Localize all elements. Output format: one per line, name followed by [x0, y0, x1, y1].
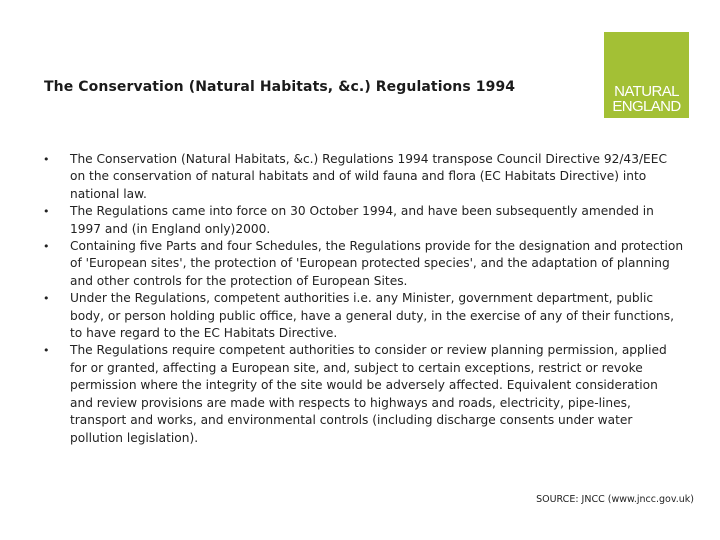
bullet-text: The Conservation (Natural Habitats, &c.) Regulations 1994 transpose Council Directive 92/43/EEC on the conservation of natural habitats and of wild fauna and flora (EC Habitats Directive) into national law.	[70, 152, 667, 201]
bullet-list	[44, 151, 684, 447]
page-title: The Conservation (Natural Habitats, &c.) Regulations 1994	[44, 79, 516, 95]
bullet-item	[44, 203, 684, 238]
bullet-dot: •	[43, 292, 50, 306]
bullet-dot: •	[43, 205, 50, 219]
bullet-item	[44, 342, 684, 446]
bullet-text: The Regulations came into force on 30 October 1994, and have been subsequently amended in 1997 and (in England only)2000.	[70, 204, 654, 236]
logo-line-1: NATURAL	[614, 83, 679, 100]
bullet-item	[44, 290, 684, 342]
bullet-dot: •	[43, 153, 50, 166]
bullet-text: Containing five Parts and four Schedules, the Regulations provide for the designation and protection of 'European sites', the protection of 'European protected species', and the adaptation of planning and other controls for the protection of European Sites.	[70, 239, 684, 288]
source-citation: SOURCE: JNCC (www.jncc.gov.uk)	[536, 494, 694, 505]
logo-line-2: ENGLAND	[612, 98, 681, 115]
natural-england-logo	[604, 32, 689, 118]
logo-wordmark	[604, 84, 689, 114]
bullet-text: Under the Regulations, competent authorities i.e. any Minister, government department, public body, or person holding public office, have a general duty, in the exercise of any of their functions, to have regard to the EC Habitats Directive.	[70, 291, 674, 341]
bullet-dot: •	[43, 344, 50, 358]
bullet-item	[44, 151, 684, 203]
bullet-item	[44, 238, 684, 290]
bullet-text: The Regulations require competent authorities to consider or review planning permission, applied for or granted, affecting a European site, and, subject to certain exceptions, restrict or revoke permission where the integrity of the site would be adversely affected. Equivalent consideration and review provisions are made with respects to highways and roads, electricity, pipe-lines, transport and works, and environmental controls (including discharge consents under water pollution legislation).	[70, 343, 667, 445]
bullet-dot: •	[43, 240, 50, 254]
